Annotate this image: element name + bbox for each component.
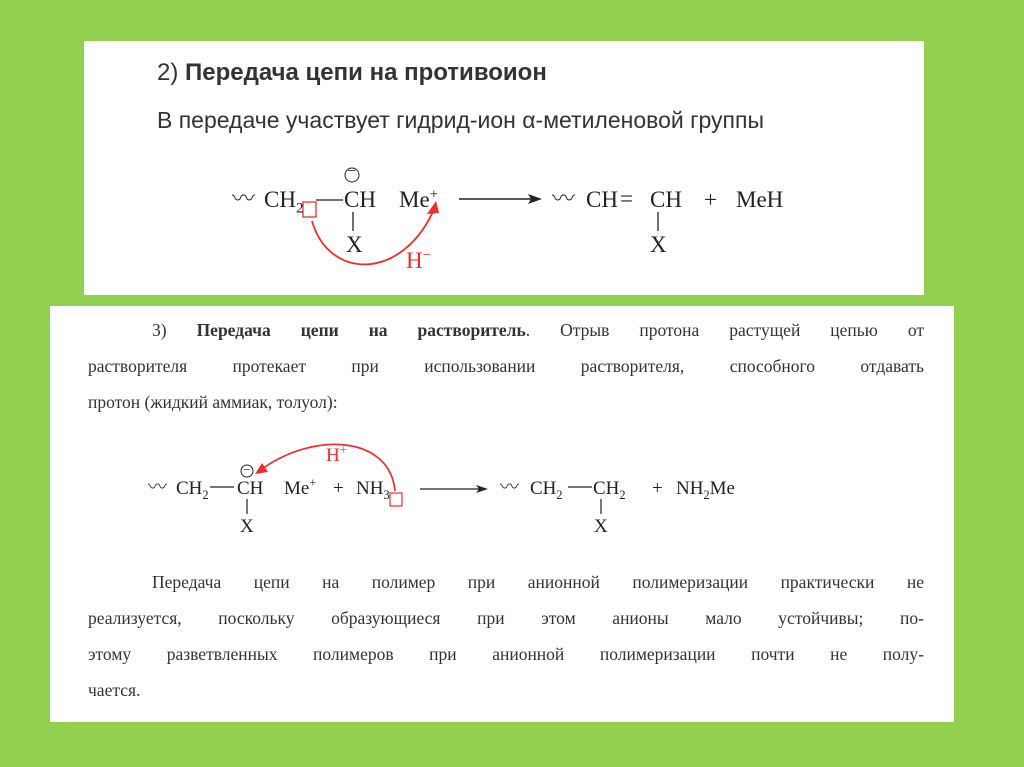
byproduct-nh2me: $NH_2Me$ — [676, 478, 735, 502]
plus-sign: + — [704, 187, 717, 212]
ammonia: $NH_3$ — [356, 478, 390, 502]
product-ch-2: CH — [650, 187, 682, 212]
section-subline: В передаче участвует гидрид-ион α-метиленовой группы — [157, 107, 764, 133]
top-reaction-graphics — [84, 41, 924, 295]
solvent-transfer-title: Передача цепи на растворитель — [196, 320, 526, 340]
carbanion-ch: CH — [344, 187, 376, 212]
paragraph-1-line-3: протон (жидкий аммиак, толуол): — [88, 392, 338, 412]
chain-mark-left: 〰 — [232, 186, 255, 211]
bottom-slide-panel — [50, 306, 954, 722]
chain-mark-product: 〰 — [500, 477, 520, 498]
heading-number: 2) — [157, 59, 179, 86]
heading-title: Передача цепи на противоион — [185, 59, 547, 86]
paragraph-2-line-4: чается. — [88, 680, 141, 700]
paragraph-2-line-2: реализуется, поскольку образующиеся при этом анионы мало устойчивы; по- — [88, 608, 924, 628]
counter-ion: Me+ — [284, 475, 317, 499]
hydride-highlight-box — [303, 202, 316, 217]
negative-charge: − — [243, 462, 251, 477]
paragraph-2-line-1: Передача цепи на полимер при анионной полимеризации практически не — [152, 572, 924, 592]
product-ch2-1: $CH_2$ — [530, 478, 563, 502]
double-bond: = — [620, 186, 633, 211]
substituent-x-left: X — [346, 232, 363, 257]
paragraph-1-line-1: 3) Передача цепи на растворитель. Отрыв протона растущей цепью от — [152, 320, 924, 340]
ch2-group: $CH_2$ — [264, 187, 304, 217]
byproduct-meh: MeH — [736, 187, 784, 212]
proton-label: H+ — [326, 442, 347, 466]
carbanion-ch: CH — [237, 478, 264, 499]
hydride-label: H− — [406, 247, 432, 273]
paragraph-2-line-3: этому разветвленных полимеров при анионной полимеризации почти не полу- — [88, 644, 924, 664]
proton-highlight-box — [390, 493, 402, 506]
substituent-x-left: X — [240, 516, 254, 537]
ch2-group: $CH_2$ — [176, 478, 209, 502]
proton-arrowhead — [255, 463, 268, 474]
top-slide-panel — [84, 41, 924, 295]
paragraph-1-line-2: растворителя протекает при использовании растворителя, способного отдавать — [88, 356, 924, 376]
counter-ion: Me+ — [399, 186, 439, 212]
chain-mark-left: 〰 — [148, 477, 168, 498]
plus-sign-1: + — [333, 478, 344, 499]
chain-mark-product: 〰 — [552, 186, 575, 211]
substituent-x-right: X — [650, 232, 667, 257]
substituent-x-right: X — [594, 516, 608, 537]
negative-charge: − — [347, 163, 357, 180]
plus-sign-2: + — [652, 478, 663, 499]
product-ch2-2: $CH_2$ — [593, 478, 626, 502]
product-ch-1: CH — [586, 187, 618, 212]
paragraph-polymer-transfer — [88, 564, 924, 708]
